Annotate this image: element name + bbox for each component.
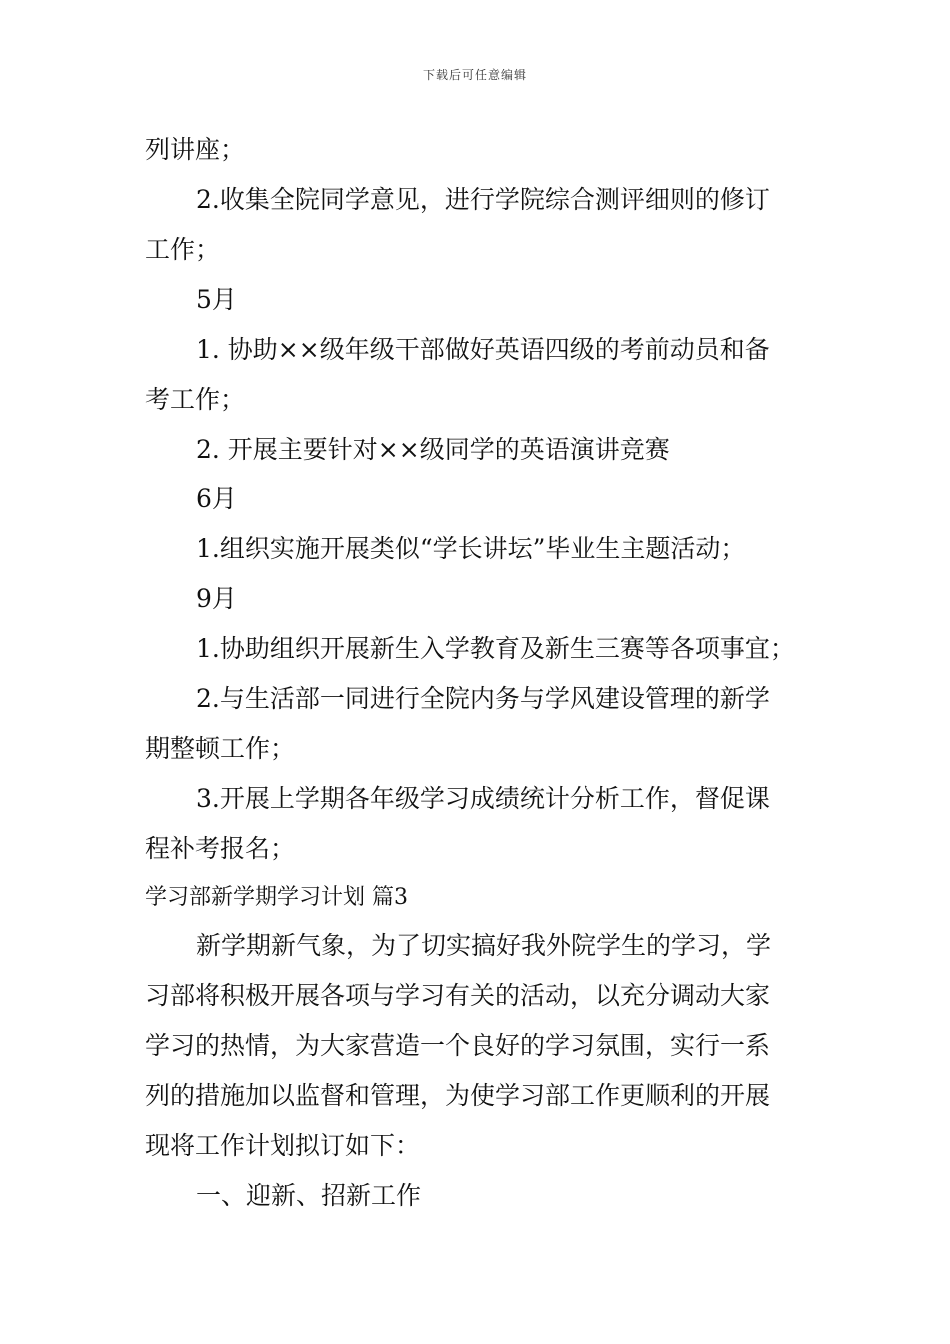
text-line: 2.与生活部一同进行全院内务与学风建设管理的新学 xyxy=(196,684,770,713)
text-line: 期整顿工作； xyxy=(145,734,296,763)
text-line: 学习的热情，为大家营造一个良好的学习氛围，实行一系 xyxy=(145,1031,771,1060)
text-line: 3.开展上学期各年级学习成绩统计分析工作，督促课 xyxy=(196,784,770,813)
text-line: 程补考报名； xyxy=(145,834,296,863)
text-line: 1.组织实施开展类似“学长讲坛”毕业生主题活动； xyxy=(196,534,746,563)
page-header-note: 下载后可任意编辑 xyxy=(422,68,527,82)
text-line: 9月 xyxy=(196,584,237,613)
text-line: 考工作； xyxy=(145,385,246,414)
text-line: 2.收集全院同学意见，进行学院综合测评细则的修订 xyxy=(196,185,770,214)
text-line: 一、迎新、招新工作 xyxy=(196,1181,422,1210)
text-line: 新学期新气象，为了切实搞好我外院学生的学习，学 xyxy=(196,931,772,960)
text-line: 5月 xyxy=(196,285,237,314)
section-heading: 学习部新学期学习计划 篇3 xyxy=(145,885,408,910)
text-line: 习部将积极开展各项与学习有关的活动，以充分调动大家 xyxy=(145,981,771,1010)
text-line: 列讲座； xyxy=(145,135,246,164)
text-line: 2. 开展主要针对××级同学的英语演讲竞赛 xyxy=(196,435,670,464)
text-line: 现将工作计划拟订如下： xyxy=(145,1131,421,1160)
text-line: 1. 协助××级年级干部做好英语四级的考前动员和备 xyxy=(196,335,770,364)
text-line: 列的措施加以监督和管理，为使学习部工作更顺利的开展 xyxy=(145,1081,771,1110)
text-line: 6月 xyxy=(196,484,237,513)
text-line: 工作； xyxy=(145,235,221,264)
text-line: 1.协助组织开展新生入学教育及新生三赛等各项事宜； xyxy=(196,634,795,663)
